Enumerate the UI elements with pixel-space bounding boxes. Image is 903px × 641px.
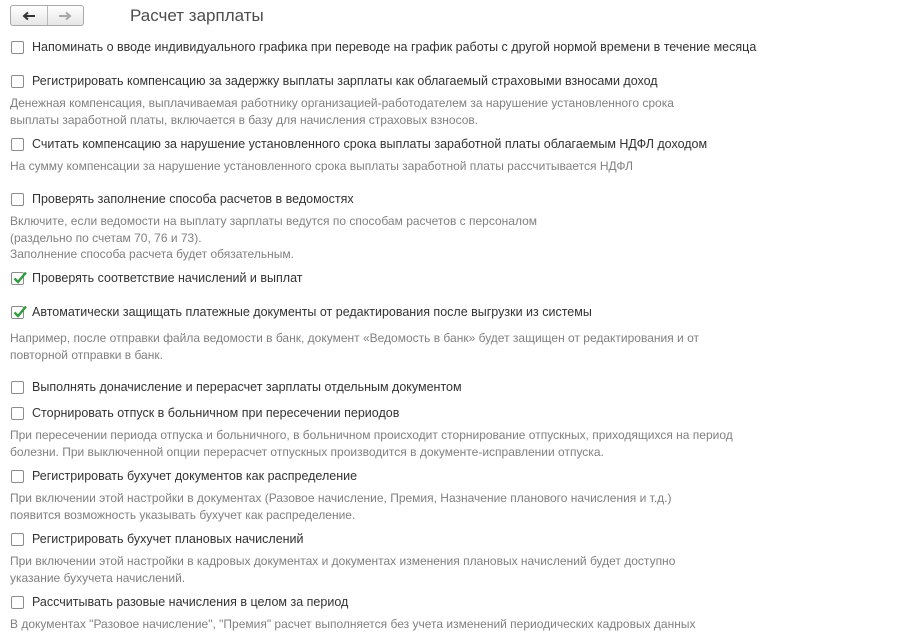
setting-label: Сторнировать отпуск в больничном при пересечении периодов: [32, 406, 400, 420]
checkbox[interactable]: [11, 596, 24, 609]
setting-label: Считать компенсацию за нарушение установленного срока выплаты заработной платы облагаемым НДФЛ доходом: [32, 137, 708, 151]
arrow-right-icon: [58, 11, 72, 21]
arrow-left-icon: [22, 11, 36, 21]
setting-label: Выполнять доначисление и перерасчет зарплаты отдельным документом: [32, 380, 462, 394]
page-title: Расчет зарплаты: [130, 6, 264, 25]
setting-check-payment-method[interactable]: [11, 191, 354, 207]
setting-planned-accruals-accounting[interactable]: [11, 531, 304, 547]
checkmark-icon: [12, 270, 28, 286]
setting-reverse-vacation[interactable]: [11, 405, 399, 421]
setting-label: Регистрировать бухучет плановых начислений: [32, 532, 304, 546]
setting-hint: При включении этой настройки в документах (Разовое начисление, Премия, Назначение планового начисления и т.д.) появится возможность указывать бухучет как распределение.: [10, 491, 672, 522]
setting-hint: На сумму компенсации за нарушение установленного срока выплаты заработной платы рассчитывается НДФЛ: [10, 159, 633, 173]
setting-hint: При пересечении периода отпуска и больничного, в больничном происходит сторнирование отпускных, приходящихся на период болезни. При выключенной опции перерасчет отпускных производится в документе-исправлении отпуска.: [10, 428, 733, 459]
setting-remind-individual-schedule[interactable]: [11, 39, 756, 55]
setting-separate-recalculation[interactable]: [11, 379, 462, 395]
checkbox[interactable]: [11, 41, 24, 54]
setting-hint: Денежная компенсация, выплачиваемая работнику организацией-работодателем за нарушение установленного срока выплаты заработной платы, включается в базу для начисления страховых взносов.: [10, 96, 674, 127]
checkbox[interactable]: [11, 407, 24, 420]
setting-label: Проверять заполнение способа расчетов в ведомостях: [32, 192, 354, 206]
setting-label: Рассчитывать разовые начисления в целом за период: [32, 595, 349, 609]
setting-accounting-distribution[interactable]: [11, 468, 357, 484]
setting-compensation-insurance[interactable]: [11, 73, 658, 89]
checkbox[interactable]: [11, 193, 24, 206]
setting-hint: Например, после отправки файла ведомости в банк, документ «Ведомость в банк» будет защищен от редактирования и от повторной отправки в банк.: [10, 331, 699, 362]
setting-label: Автоматически защищать платежные документы от редактирования после выгрузки из системы: [32, 305, 592, 319]
navigation-buttons: [10, 5, 84, 26]
back-button[interactable]: [11, 6, 47, 25]
checkbox[interactable]: [11, 75, 24, 88]
checkbox[interactable]: [11, 381, 24, 394]
setting-label: Проверять соответствие начислений и выплат: [32, 271, 303, 285]
forward-button[interactable]: [47, 6, 84, 25]
checkbox[interactable]: [11, 533, 24, 546]
setting-label: Напоминать о вводе индивидуального графика при переводе на график работы с другой нормой времени в течение месяца: [32, 40, 757, 54]
setting-hint: При включении этой настройки в кадровых документах и документах изменения плановых начислений будет доступно указание бухучета начислений.: [10, 554, 676, 585]
setting-hint: В документах "Разовое начисление", "Премия" расчет выполняется без учета изменений периодических кадровых данных: [10, 617, 696, 631]
setting-protect-payment-docs[interactable]: [11, 304, 592, 320]
setting-check-accruals-payments[interactable]: [11, 270, 302, 286]
checkmark-icon: [12, 304, 28, 320]
setting-label: Регистрировать бухучет документов как распределение: [32, 469, 358, 483]
setting-label: Регистрировать компенсацию за задержку выплаты зарплаты как облагаемый страховыми взносами доход: [32, 74, 658, 88]
setting-compensation-ndfl[interactable]: [11, 136, 707, 152]
checkbox[interactable]: [11, 306, 24, 319]
checkbox[interactable]: [11, 470, 24, 483]
checkbox[interactable]: [11, 138, 24, 151]
setting-hint: Включите, если ведомости на выплату зарплаты ведутся по способам расчетов с персоналом (раздельно по счетам 70, 76 и 73). Заполнение способа расчета будет обязательным.: [10, 214, 538, 261]
checkbox[interactable]: [11, 272, 24, 285]
setting-one-time-period[interactable]: [11, 594, 348, 610]
